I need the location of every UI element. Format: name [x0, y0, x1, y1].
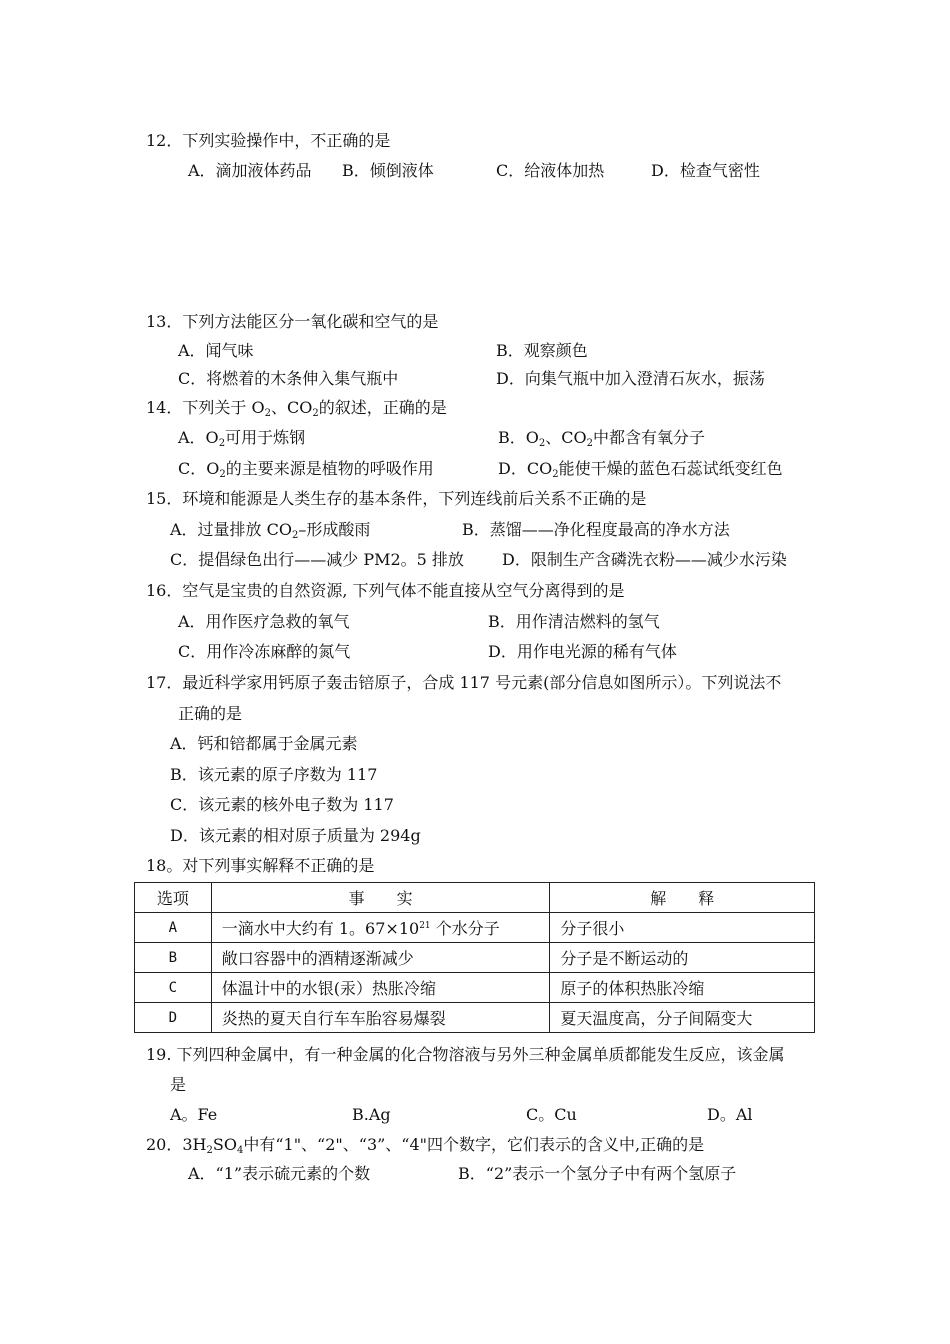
row-explanation: 夏天温度高，分子间隔变大	[550, 1003, 815, 1033]
q13-option-c: C．将燃着的木条伸入集气瓶中	[178, 369, 399, 388]
header-fact: 事 实	[211, 883, 550, 913]
q17-stem-line1: 17．最近科学家用钙原子轰击锫原子，合成 117 号元素(部分信息如图所示）。下列说法不	[146, 673, 782, 692]
q12-option-d: D．检查气密性	[651, 161, 760, 180]
q12-option-b: B．倾倒液体	[342, 161, 434, 180]
row-fact: 敞口容器中的酒精逐渐减少	[211, 943, 550, 973]
row-explanation: 分子很小	[550, 913, 815, 943]
q15-option-b: B．蒸馏——净化程度最高的净水方法	[462, 520, 730, 539]
q15-option-d: D．限制生产含磷洗衣粉——减少水污染	[502, 550, 787, 569]
q16-option-c: C．用作冷冻麻醉的氮气	[178, 642, 351, 661]
row-option: C	[135, 973, 212, 1003]
q18-stem: 18。对下列事实解释不正确的是	[146, 856, 375, 875]
q16-option-b: B．用作清洁燃料的氢气	[488, 612, 660, 631]
table-row	[135, 973, 815, 1003]
q17-option-c: C．该元素的核外电子数为 117	[170, 795, 394, 814]
q13-option-d: D．向集气瓶中加入澄清石灰水，振荡	[496, 369, 765, 388]
row-fact: 炎热的夏天自行车车胎容易爆裂	[211, 1003, 550, 1033]
facts-table	[134, 882, 815, 1033]
q14-option-c: C．$O_2$的主要来源是植物的呼吸作用	[178, 459, 434, 480]
q12-stem: 12．下列实验操作中，不正确的是	[146, 131, 391, 150]
q14-stem: 14．下列关于 $O_2$、$CO_2$的叙述，正确的是	[146, 398, 447, 419]
q13-option-a: A．闻气味	[178, 341, 254, 360]
table-row	[135, 1003, 815, 1033]
q19-option-c: C。Cu	[526, 1105, 577, 1124]
q16-stem: 16．空气是宝贵的自然资源, 下列气体不能直接从空气分离得到的是	[146, 581, 625, 600]
q17-option-a: A．钙和锫都属于金属元素	[170, 734, 358, 753]
table-row	[135, 913, 815, 943]
q14-option-a: A．$O_2$可用于炼钢	[178, 428, 306, 449]
row-explanation: 原子的体积热胀冷缩	[550, 973, 815, 1003]
q14-option-b: B．$O_2$、$CO_2$中都含有氧分子	[498, 428, 706, 449]
q17-stem-line2: 正确的是	[178, 704, 243, 723]
table-row	[135, 943, 815, 973]
q12-option-a: A．滴加液体药品	[188, 161, 312, 180]
header-option: 选项	[135, 883, 212, 913]
q16-option-a: A．用作医疗急救的氧气	[178, 612, 350, 631]
row-fact: 体温计中的水银(汞）热胀冷缩	[211, 973, 550, 1003]
row-explanation: 分子是不断运动的	[550, 943, 815, 973]
q15-option-a: A．过量排放 $CO_2-$形成酸雨	[170, 520, 371, 541]
q20-option-a: A．“1”表示硫元素的个数	[188, 1164, 371, 1183]
q19-stem-line1: 19. 下列四种金属中，有一种金属的化合物溶液与另外三种金属单质都能发生反应，该金属	[146, 1045, 785, 1064]
header-explanation: 解 释	[550, 883, 815, 913]
table-header-row	[135, 883, 815, 913]
q14-option-d: D．$CO_2$能使干燥的蓝色石蕊试纸变红色	[498, 459, 783, 480]
row-fact: 一滴水中大约有 1。$67\times 10^{21}$ 个水分子	[211, 913, 550, 943]
q17-option-d: D．该元素的相对原子质量为 294g	[170, 826, 421, 845]
q19-option-d: D。Al	[707, 1105, 753, 1124]
q19-option-a: A。Fe	[170, 1105, 218, 1124]
q20-stem: 20．$3H_2SO_4$中有“1"、“2"、“3”、“4"四个数字，它们表示的含义中,正确的是	[146, 1135, 705, 1156]
q12-option-c: C．给液体加热	[496, 161, 605, 180]
q15-stem: 15．环境和能源是人类生存的基本条件，下列连线前后关系不正确的是	[146, 489, 647, 508]
q13-stem: 13．下列方法能区分一氧化碳和空气的是	[146, 312, 439, 331]
row-option: B	[135, 943, 212, 973]
q16-option-d: D．用作电光源的稀有气体	[488, 642, 677, 661]
q17-option-b: B．该元素的原子序数为 117	[170, 765, 378, 784]
q13-option-b: B．观察颜色	[496, 341, 588, 360]
row-option: A	[135, 913, 212, 943]
row-option: D	[135, 1003, 212, 1033]
q19-stem-line2: 是	[170, 1075, 187, 1094]
q15-option-c: C．提倡绿色出行——减少 PM2。5 排放	[170, 550, 464, 569]
q19-option-b: B.Ag	[352, 1105, 391, 1124]
q20-option-b: B．“2”表示一个氢分子中有两个氢原子	[458, 1164, 737, 1183]
